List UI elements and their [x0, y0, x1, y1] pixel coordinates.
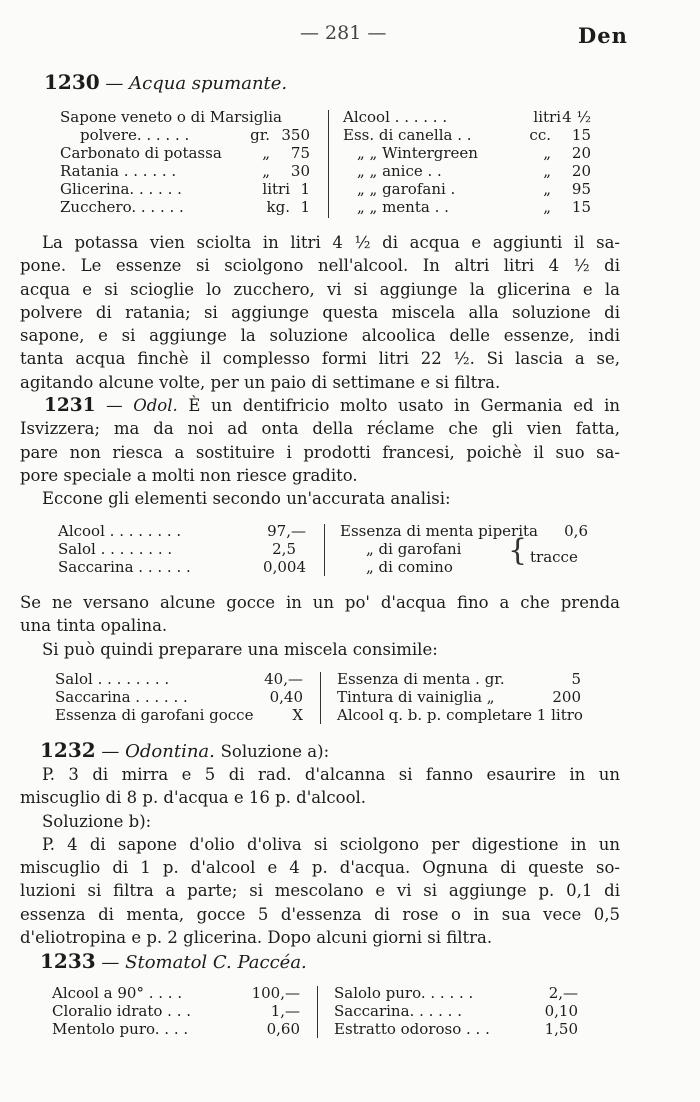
dash: —	[105, 73, 124, 94]
entry-1232-text: P. 3 di mirra e 5 di rad. d'alcanna si fanno esaurire in un miscuglio di 8 p. d'acqua e 16 p. d'alcool. Soluzione b): P. 4 di sapone d'olio d'oliva si sciolgono per digestione in un miscuglio di 1 p. d'alcool e 4 p. d'acqua. Ognuna di queste so- luzioni si filtra a parte; si mescolano e vi si aggiunge p. 0,1 di essenza di menta, gocce 5 d'essenza di rose o in sua vece 0,5 d'eliotropina e p. 2 glicerina. Dopo alcuni giorni si filtra.	[20, 765, 620, 948]
table-row: „ „ Wintergreen „ 20	[357, 144, 591, 162]
table-row: Essenza di menta piperita 0,6	[340, 522, 588, 540]
table-row: polvere. . . . . . gr. 350	[80, 126, 310, 144]
entry-number: 1231	[44, 395, 96, 416]
table-row: Salol . . . . . . . . 2,5	[58, 540, 296, 558]
entry-title: Odol.	[133, 396, 178, 415]
table-row: Saccarina . . . . . . 0,40	[55, 688, 303, 706]
table-row: Saccarina . . . . . . 0,004	[58, 558, 306, 576]
table-row: „ „ garofani . „ 95	[357, 180, 591, 198]
entry-1231-after: Se ne versano alcune gocce in un po' d'acqua fino a che prenda una tinta opalina. Si può quindi preparare una miscela consimile:	[20, 591, 620, 661]
table-row: Alcool q. b. p. completare 1 litro	[337, 706, 583, 724]
table-row: Glicerina. . . . . . litri 1	[60, 180, 310, 198]
dash: —	[106, 396, 123, 415]
table-row: Alcool . . . . . . . . 97,—	[58, 522, 306, 540]
running-head: Den	[578, 23, 628, 48]
analysis-table-right	[340, 522, 588, 578]
recipe-table-left	[60, 108, 310, 218]
entry-1232-heading: 1232 — Odontina. Soluzione a):	[40, 738, 330, 762]
table-row: Essenza di garofani gocce X	[55, 706, 303, 724]
column-divider	[324, 524, 325, 576]
table-row: Salolo puro. . . . . . 2,—	[334, 984, 578, 1002]
mixture-table-left	[55, 670, 303, 726]
entry-number: 1232	[40, 738, 96, 762]
analysis-table-left	[58, 522, 306, 578]
entry-number: 1230	[44, 70, 100, 94]
entry-title: Odontina.	[125, 741, 215, 762]
mixture-intro: Si può quindi preparare una miscela consimile:	[42, 639, 438, 659]
stomatol-table-right	[334, 984, 578, 1040]
table-row: Ess. di canella . . cc. 15	[343, 126, 591, 144]
table-row: Mentolo puro. . . . 0,60	[52, 1020, 300, 1038]
table-row: Essenza di menta . gr. 5	[337, 670, 581, 688]
column-divider	[328, 110, 329, 218]
table-row: Tintura di vainiglia „ 200	[337, 688, 581, 706]
entry-1230-text: La potassa vien sciolta in litri 4 ½ di acqua e aggiunti il sa- pone. Le essenze si sciolgono nell'alcool. In altri litri 4 ½ di acqua e si scioglie lo zucchero, vi si aggiunge la glicerina e la polvere di ratania; si aggiunge questa miscela alla soluzione di sapone, e si aggiunge la soluzione alcoolica delle essenze, indi tanta acqua finchè il complesso formi litri 22 ½. Si lascia a se, agitando alcune volte, per un paio di settimane e si filtra.	[20, 233, 620, 392]
table-row: Alcool . . . . . . litri 4 ½	[343, 108, 591, 126]
table-row: „ di garofani	[366, 540, 462, 558]
recipe-table-right	[343, 108, 591, 218]
entry-1231-text: 1231 — Odol. È un dentifricio molto usato in Germania ed in Isvizzera; ma da noi ad onta della réclame che gli vien fatta, pare non riesca a sostituire i prodotti francesi, poichè il suo sa- pore speciale a molti non riesce gradito. Eccone gli elementi secondo un'accurata analisi:	[20, 394, 620, 510]
dash: —	[101, 741, 120, 762]
tracce-label: tracce	[530, 548, 578, 566]
table-row: Salol . . . . . . . . 40,—	[55, 670, 303, 688]
table-row: „ „ anice . . „ 20	[357, 162, 591, 180]
table-row: „ „ menta . . „ 15	[357, 198, 591, 216]
table-row: Ratania . . . . . . „ 30	[60, 162, 310, 180]
entry-title: Stomatol C. Paccéa.	[125, 952, 307, 973]
page-number: — 281 —	[300, 22, 387, 44]
mixture-table-right	[337, 670, 589, 726]
entry-number: 1233	[40, 949, 96, 973]
entry-1233-heading	[40, 949, 307, 973]
table-row: Zucchero. . . . . . kg. 1	[60, 198, 310, 216]
table-row: Saccarina. . . . . . 0,10	[334, 1002, 578, 1020]
entry-title: Acqua spumante.	[129, 73, 288, 94]
column-divider	[320, 672, 321, 724]
brace: {	[508, 533, 528, 568]
table-row: Carbonato di potassa „ 75	[60, 144, 310, 162]
dash: —	[101, 952, 120, 973]
table-row: Estratto odoroso . . . 1,50	[334, 1020, 578, 1038]
table-row: Sapone veneto o di Marsiglia	[60, 108, 282, 126]
analysis-intro: Eccone gli elementi secondo un'accurata analisi:	[42, 489, 451, 509]
column-divider	[317, 986, 318, 1038]
table-row: Alcool a 90° . . . . 100,—	[52, 984, 300, 1002]
entry-1230-heading	[44, 70, 287, 94]
table-row: „ di comino	[366, 558, 453, 576]
stomatol-table-left	[52, 984, 300, 1040]
table-row: Cloralio idrato . . . 1,—	[52, 1002, 300, 1020]
solution-b-label: Soluzione b):	[42, 811, 152, 831]
